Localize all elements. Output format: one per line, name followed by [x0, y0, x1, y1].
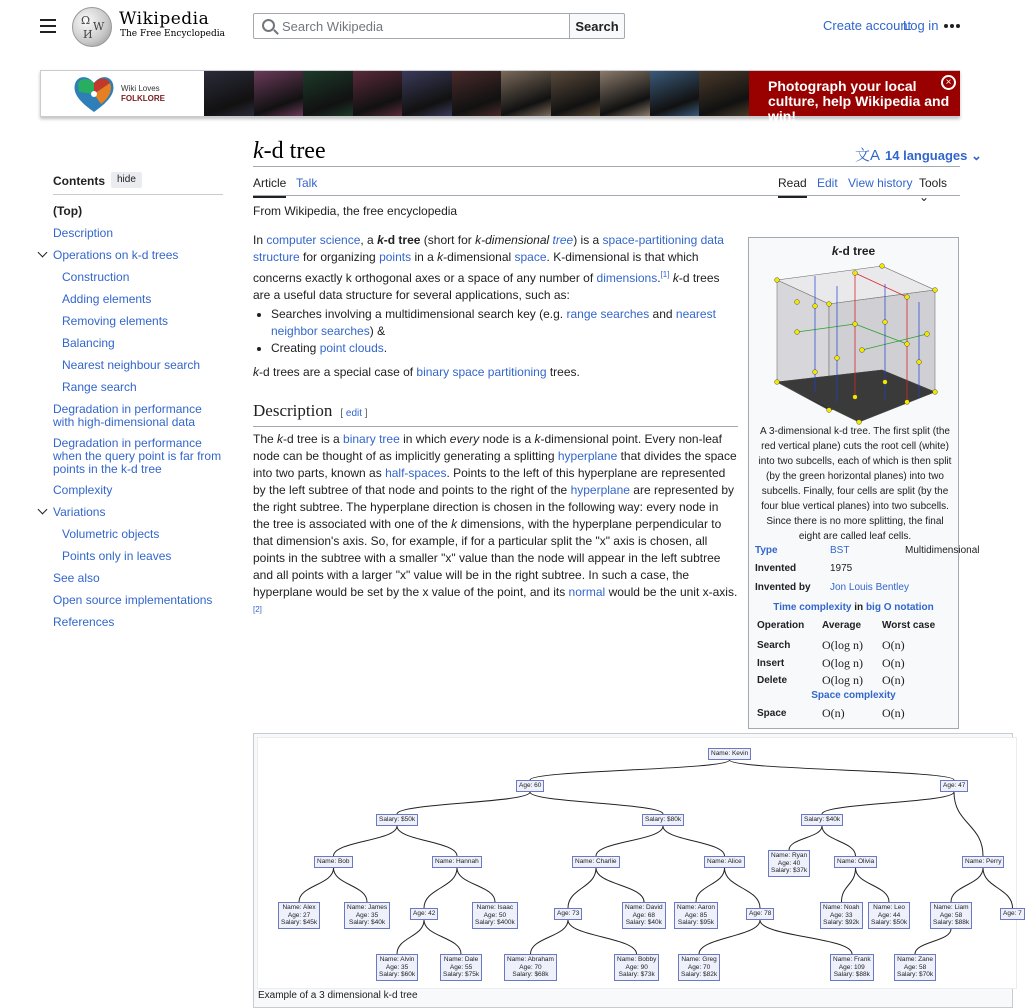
- banner-photo: [600, 71, 650, 116]
- link-half-spaces[interactable]: half-spaces: [385, 466, 447, 480]
- tree-edge: [531, 920, 569, 954]
- tab-read[interactable]: Read: [778, 176, 807, 190]
- op-label: Delete: [757, 675, 788, 686]
- tree-node-line: Age: 68: [632, 911, 655, 919]
- tree-node-line: Name: James: [347, 904, 388, 911]
- intro-tail: k-d trees are a special case of binary space partitioning trees.: [253, 365, 580, 379]
- infobox-space-heading: Space complexity: [811, 690, 896, 701]
- link-bsp[interactable]: binary space partitioning: [416, 365, 547, 379]
- toc-item[interactable]: (Top): [53, 204, 83, 218]
- tree-edge: [842, 868, 856, 902]
- op-label: Search: [757, 640, 791, 651]
- tree-node: [940, 780, 968, 792]
- tree-node-line: Name: Bobby: [617, 956, 657, 963]
- toc-item[interactable]: Variations: [53, 505, 106, 519]
- banner-photo: [501, 71, 551, 116]
- tree-node-line: Age: 42: [413, 910, 436, 917]
- tree-node-line: Age: 50: [483, 911, 507, 919]
- site-header: [0, 0, 1000, 52]
- tree-node-line: Age: 58: [903, 963, 927, 971]
- page-title: k-d tree: [253, 138, 326, 164]
- tree-node-line: Age: 70: [519, 963, 542, 971]
- tree-edge: [663, 826, 725, 856]
- tree-node: [768, 850, 810, 877]
- tree-node: [572, 856, 620, 868]
- tree-node-line: Name: Leo: [873, 904, 905, 911]
- banner-photo: [254, 71, 304, 116]
- campaign-banner[interactable]: [40, 70, 960, 124]
- tree-edge: [424, 920, 461, 954]
- tree-node: [410, 908, 438, 920]
- tree-node-line: Name: Frank: [833, 956, 871, 963]
- tree-edge: [856, 868, 890, 902]
- tree-node-line: Age: 35: [385, 963, 409, 971]
- tree-node: [554, 908, 582, 920]
- banner-photo: [650, 71, 700, 116]
- tree-edge: [596, 826, 663, 856]
- section-heading-description: Description [ edit ]: [253, 401, 738, 427]
- toc-item[interactable]: Degradation in performance when the query point is far from points in the k-d tree: [53, 436, 222, 476]
- toc-item[interactable]: Complexity: [53, 483, 113, 497]
- tree-edge: [954, 792, 983, 856]
- tree-node-line: Name: Isaac: [476, 904, 514, 911]
- tree-node-line: Age: 44: [877, 911, 901, 919]
- banner-photo: [402, 71, 452, 116]
- link-bst[interactable]: BST: [830, 545, 850, 556]
- banner-photo-strip: [204, 71, 749, 116]
- main-menu-button[interactable]: [36, 14, 60, 38]
- tree-node: [278, 902, 320, 929]
- tree-node-line: Age: 85: [684, 911, 708, 919]
- tree-node-line: Age: 58: [939, 911, 963, 919]
- op-worst: O(n): [882, 638, 905, 652]
- close-icon[interactable]: ×: [941, 75, 956, 90]
- tree-node-line: Name: Kevin: [711, 750, 749, 757]
- link-binary-tree[interactable]: binary tree: [343, 432, 400, 446]
- tree-node: [614, 954, 659, 981]
- tree-node: [1000, 908, 1025, 920]
- op-worst: O(n): [882, 655, 905, 670]
- tree-node: [746, 908, 774, 920]
- tree-edge: [983, 868, 1013, 908]
- tree-node: [432, 856, 482, 868]
- toc-item[interactable]: Balancing: [62, 336, 115, 350]
- tree-node-line: Salary: $82k: [681, 971, 718, 978]
- tree-edge: [725, 868, 761, 908]
- tree-node: [930, 902, 972, 929]
- tree-node-line: Salary: $68k: [512, 971, 549, 978]
- tree-node: [820, 902, 863, 929]
- banner-photo: [699, 71, 749, 116]
- tree-node: [344, 902, 390, 929]
- infobox-title: k-d tree: [831, 244, 876, 258]
- tree-node: [834, 856, 877, 868]
- tree-node: [622, 902, 666, 929]
- intro-paragraph: In computer science, a k-d tree (short for k-dimensional tree) is a space-partitioning data structure for organizing points in a k-dimensional space. K-dimensional is that which concerns exactly k orthogonal axes or a space of any number of dimensions.[1] k-d trees are a useful data structure for several applications, such as:: [253, 233, 724, 302]
- tree-edge: [696, 868, 725, 902]
- tree-node-line: Name: Zane: [897, 956, 933, 963]
- toc-item[interactable]: See also: [53, 571, 100, 585]
- tab-talk[interactable]: Talk: [296, 176, 318, 190]
- tree-node: [962, 856, 1004, 868]
- tree-node-line: Name: Charlie: [575, 858, 617, 865]
- tree-node-line: Salary: $37k: [771, 867, 808, 874]
- link-space[interactable]: space: [514, 250, 547, 264]
- toc-item[interactable]: Operations on k-d trees: [53, 248, 179, 262]
- tree-node-line: Name: Liam: [933, 904, 969, 911]
- wordmark-title[interactable]: Wikipedia: [119, 9, 210, 29]
- search-input[interactable]: [282, 17, 562, 35]
- link-points[interactable]: points: [379, 250, 412, 264]
- tree-node: [440, 954, 482, 981]
- citation-2[interactable]: [2]: [253, 605, 262, 614]
- list-item: • Creating point clouds.: [271, 340, 738, 357]
- tree-node: [376, 954, 418, 981]
- tree-node-line: Name: Alvin: [379, 956, 415, 963]
- tree-node-line: Salary: $80k: [645, 816, 682, 823]
- banner-photo: [551, 71, 601, 116]
- description-paragraph: The k-d tree is a binary tree in which every node is a k-dimensional point. Every non-leaf node can be thought of as implicitly generating a splitting hyperplane that divides the space into two parts, known as half-spaces. Points to the left of this hyperplane are represented by the left subtree of that node and points to the right of the hyperplane are represented by the right subtree. The hyperplane direction is chosen in the following way: every node in the tree is associated with one of the k dimensions, with the hyperplane perpendicular to that dimension's axis. So, for example, if for a particular split the "x" axis is chosen, all points in the subtree with a smaller "x" value than the node will appear in the left subtree and all points with a larger "x" value will be in the right subtree. In such a case, the hyperplane would be set by the x value of the point, and its normal would be the unit x-axis.[2]: [253, 432, 738, 614]
- banner-call-to-action[interactable]: Photograph your local culture, help Wikipedia and win!: [749, 71, 960, 116]
- tree-node-line: Salary: $40k: [804, 816, 841, 823]
- toc-item[interactable]: Removing elements: [62, 314, 169, 328]
- tree-edge: [334, 868, 368, 902]
- tree-node-line: Salary: $95k: [677, 919, 715, 926]
- tree-node: [708, 748, 751, 760]
- tree-node: [894, 954, 936, 981]
- toc-item[interactable]: References: [53, 615, 115, 629]
- tree-node-line: Age: 70: [687, 963, 711, 971]
- tree-edge: [568, 868, 596, 908]
- tree-edge: [397, 792, 530, 814]
- toc-item[interactable]: Construction: [62, 270, 130, 284]
- op-average: O(log n): [822, 655, 863, 670]
- toc-item[interactable]: Nearest neighbour search: [62, 358, 201, 372]
- tree-node-line: Salary: $92k: [823, 919, 860, 926]
- tree-edge: [457, 868, 495, 902]
- translate-icon: 文A: [855, 147, 881, 164]
- tree-node-line: Salary: $40k: [348, 919, 386, 926]
- tree-node-line: Name: Noah: [823, 904, 860, 911]
- tree-node: [868, 902, 910, 929]
- list-item: • Searches involving a multidimensional search key (e.g. range searches and nearest neighbor searches) &: [271, 306, 738, 340]
- applications-list: [253, 306, 738, 357]
- toc-item[interactable]: Volumetric objects: [62, 527, 160, 541]
- wordmark-tagline: The Free Encyclopedia: [120, 29, 225, 39]
- tab-edit[interactable]: Edit: [817, 176, 838, 190]
- link-inventor[interactable]: Jon Louis Bentley: [830, 582, 909, 593]
- link-dimensions[interactable]: dimensions: [596, 271, 658, 285]
- tree-node-line: Name: Aaron: [677, 904, 715, 911]
- tree-node-line: Name: Ryan: [771, 852, 808, 859]
- tools-menu[interactable]: Tools ⌄: [919, 176, 948, 204]
- tree-node: [504, 954, 557, 981]
- login-link[interactable]: Log in: [903, 18, 939, 33]
- toc-item[interactable]: Range search: [62, 380, 137, 394]
- toc-item[interactable]: Degradation in performance with high-dimensional data: [53, 402, 202, 429]
- tree-edge: [822, 792, 954, 814]
- link-space-partitioning[interactable]: space-partitioning data structure: [253, 233, 724, 264]
- tree-node-line: Name: Perry: [965, 858, 1002, 865]
- tree-node-line: Age: 90: [625, 963, 648, 971]
- tree-edge: [397, 826, 457, 856]
- tree-node-line: Salary: $40k: [625, 919, 662, 926]
- tree-node-line: Name: David: [625, 904, 663, 911]
- tree-edge: [334, 826, 398, 856]
- language-selector[interactable]: 文A 14 languages ⌄: [855, 147, 982, 164]
- tree-node-line: Name: Dale: [443, 956, 479, 963]
- op-worst: O(n): [882, 673, 905, 687]
- search-icon: [262, 19, 275, 32]
- link-computer-science[interactable]: computer science: [266, 233, 361, 247]
- tree-node-line: Age: 60: [519, 782, 542, 789]
- tree-diagram[interactable]: [257, 737, 1022, 989]
- col-operation: Operation: [757, 620, 805, 631]
- tree-node: [642, 814, 684, 826]
- tree-node: [704, 856, 745, 868]
- banner-photo: [204, 71, 254, 116]
- link-range-searches[interactable]: range searches: [566, 307, 650, 321]
- toc-toggle-icon[interactable]: [38, 249, 48, 259]
- tree-edge: [915, 929, 951, 954]
- tree-node-line: Salary: $400k: [475, 919, 515, 926]
- link-hyperplane-2[interactable]: hyperplane: [570, 483, 630, 497]
- tree-edge: [951, 868, 983, 902]
- page-tabs: [253, 168, 960, 204]
- space-worst: O(n): [882, 706, 905, 720]
- banner-photo: [303, 71, 353, 116]
- tree-node-line: Salary: $88k: [933, 919, 970, 926]
- tree-node-line: Name: Hannah: [435, 858, 479, 865]
- infobox: k-d tree A 3-dimensional k-d tree. The first split (the red vertical plane) cuts the root cell (white) into two subcells, each of which is then split (by the green horizontal planes) into two subcells. Finally, four cells are split (by the four blue vertical planes) into two subcells. Since there is no more splitting, the final eight are called leaf cells. Type Multidimensional BST Invented 1975 Invented by Jon Louis Bentley Time complexity in big O notation Operation Average Worst case Search O(log n) O(n) Insert O(log n) O(n) Delete O(log n) O(n) Space complexity Space O(n) O(n): [748, 237, 959, 729]
- tree-node-line: Age: 40: [777, 859, 801, 867]
- link-nearest-neighbor[interactable]: nearest neighbor searches: [271, 307, 716, 338]
- tree-node-line: Age: 109: [838, 963, 865, 971]
- more-options-icon[interactable]: [943, 17, 961, 35]
- tree-edge: [397, 920, 424, 954]
- tree-edge: [822, 826, 856, 856]
- tree-example-figure: [253, 733, 1022, 1008]
- tree-edge: [530, 760, 730, 780]
- tree-node-line: Salary: $50k: [379, 816, 416, 823]
- search-box[interactable]: [253, 13, 570, 39]
- tree-edge: [789, 826, 822, 850]
- tree-node-line: Name: Alex: [282, 904, 316, 911]
- tree-node-line: Salary: $45k: [281, 919, 318, 926]
- figure-caption: Example of a 3 dimensional k-d tree: [258, 990, 418, 1001]
- tree-node-line: Salary: $70k: [897, 971, 934, 978]
- tree-node-line: Age: 27: [287, 911, 311, 919]
- tab-view-history[interactable]: View history: [848, 176, 913, 190]
- tree-node-line: Age: 78: [749, 910, 772, 917]
- link-point-clouds[interactable]: point clouds: [319, 341, 384, 355]
- banner-photo: [452, 71, 502, 116]
- tree-node: [314, 856, 353, 868]
- tree-node-line: Name: Bob: [317, 858, 350, 865]
- tree-node-line: Age: 7: [1003, 910, 1022, 917]
- edit-section-link[interactable]: edit: [345, 408, 363, 419]
- tree-node: [674, 902, 718, 929]
- op-average: O(log n): [822, 638, 863, 652]
- tree-node-line: Salary: $73k: [618, 971, 655, 978]
- from-wikipedia-tagline: From Wikipedia, the free encyclopedia: [253, 204, 458, 218]
- wikipedia-globe-logo[interactable]: Ω W И: [72, 7, 112, 47]
- banner-logo: [41, 71, 204, 116]
- tree-edges: [258, 738, 1018, 990]
- toc-item[interactable]: Adding elements: [62, 292, 152, 306]
- heart-puzzle-icon: [73, 74, 115, 114]
- link-normal[interactable]: normal: [568, 585, 606, 599]
- toc-item[interactable]: Open source implementations: [53, 593, 213, 607]
- table-of-contents: [53, 170, 223, 629]
- toc-hide-button[interactable]: hide: [111, 172, 142, 188]
- tree-node: [376, 814, 418, 826]
- tree-node-line: Age: 35: [355, 911, 379, 919]
- op-label: Insert: [757, 657, 785, 669]
- tree-node-line: Name: Alice: [707, 858, 742, 865]
- tree-node: [678, 954, 720, 981]
- link-tree[interactable]: tree: [552, 233, 574, 247]
- title-divider: [253, 166, 960, 167]
- toc-item[interactable]: Description: [53, 226, 114, 240]
- 3d-kd-tree-image[interactable]: [767, 262, 942, 440]
- toc-item[interactable]: Points only in leaves: [62, 549, 172, 563]
- banner-logo-text: Wiki Loves FOLKLORE: [121, 84, 165, 103]
- tree-node-line: Salary: $50k: [871, 919, 908, 926]
- create-account-link[interactable]: Create account: [823, 18, 912, 33]
- banner-photo: [353, 71, 403, 116]
- space-label: Space: [757, 708, 787, 719]
- tab-article[interactable]: Article: [253, 176, 287, 190]
- tree-edge: [596, 868, 644, 902]
- tree-node-line: Name: Abraham: [507, 956, 554, 963]
- tree-edge: [299, 868, 334, 902]
- citation-1[interactable]: [1]: [660, 270, 670, 279]
- tree-edge: [530, 792, 663, 814]
- tree-node: [830, 954, 874, 981]
- col-worst: Worst case: [882, 620, 936, 631]
- tree-node-line: Age: 73: [557, 910, 580, 917]
- tree-node-line: Salary: $75k: [443, 971, 480, 978]
- tree-node-line: Salary: $60k: [379, 971, 416, 978]
- search-button[interactable]: Search: [569, 13, 625, 39]
- tree-node-line: Salary: $88k: [833, 971, 870, 978]
- toc-toggle-icon[interactable]: [38, 506, 48, 516]
- infobox-time-heading: Time complexity in big O notation: [773, 602, 934, 613]
- tree-edge: [424, 868, 457, 908]
- tree-node-line: Name: Greg: [681, 956, 717, 963]
- tree-node-line: Name: Olivia: [837, 858, 875, 865]
- tree-edge: [730, 760, 955, 780]
- tree-node-line: Age: 55: [449, 963, 473, 971]
- op-average: O(log n): [822, 673, 863, 687]
- tree-node: [801, 814, 843, 826]
- toc-heading: Contents hide: [53, 170, 223, 195]
- tree-node-line: Age: 33: [830, 911, 853, 919]
- tree-node: [516, 780, 544, 792]
- tree-node-line: Age: 47: [943, 782, 966, 789]
- tree-node: [472, 902, 518, 929]
- col-average: Average: [822, 620, 862, 631]
- space-average: O(n): [822, 706, 845, 720]
- infobox-caption: A 3-dimensional k-d tree. The first split (the red vertical plane) cuts the root cell (white) into two subcells, each of which is then split (by the green horizontal planes) into two subcells. Finally, four cells are split (by the four blue vertical planes) into two subcells. Since there is no more splitting, the final eight are called leaf cells.: [758, 426, 952, 542]
- link-hyperplane[interactable]: hyperplane: [557, 449, 618, 463]
